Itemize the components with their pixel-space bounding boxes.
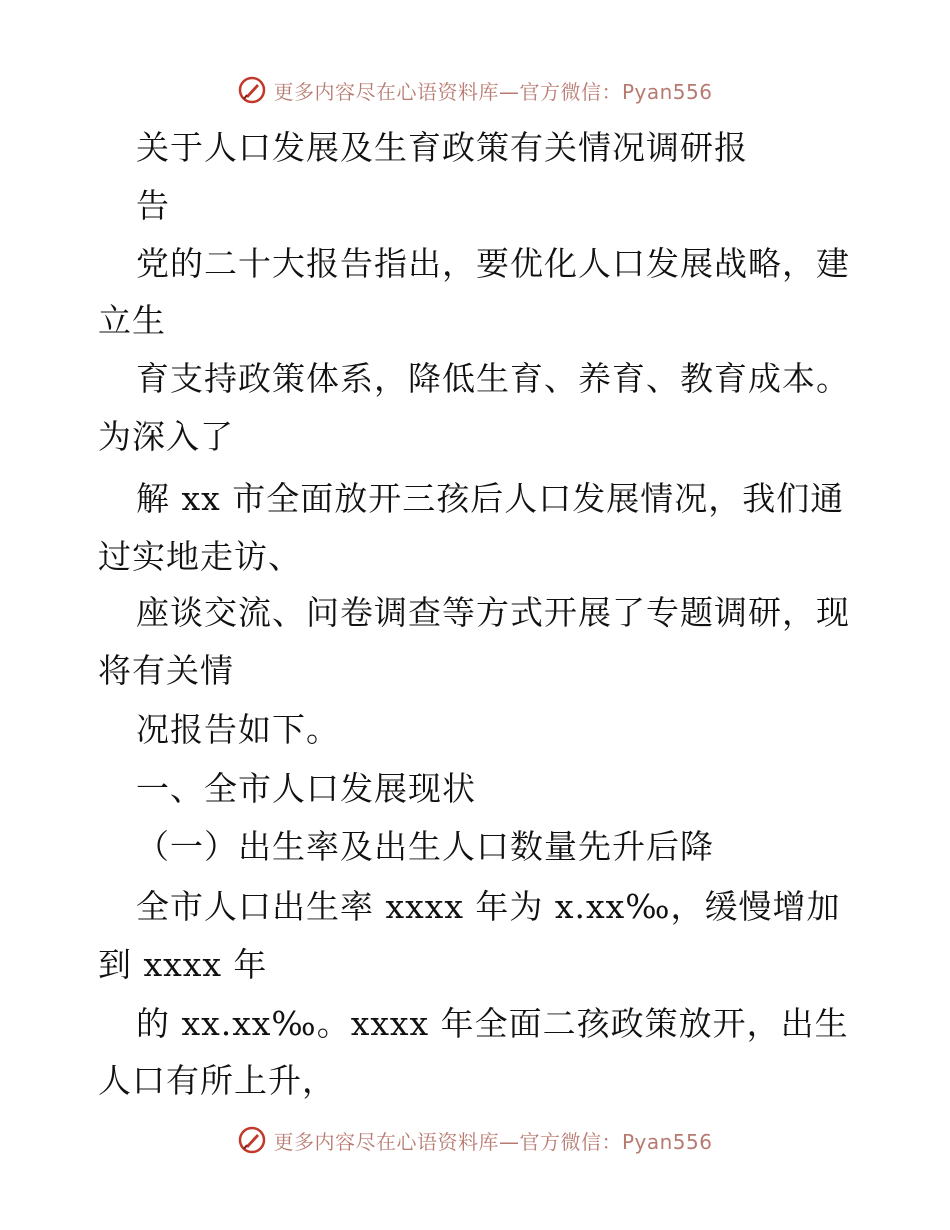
paragraph-line: 党的二十大报告指出，要优化人口发展战略，建 xyxy=(136,244,850,283)
paragraph-line: 的 xx.xx‰。xxxx 年全面二孩政策放开，出生 xyxy=(136,1004,849,1043)
section-heading: 一、全市人口发展现状 xyxy=(136,769,476,808)
paragraph-line: 为深入了 xyxy=(98,417,234,456)
paragraph-line: 过实地走访、 xyxy=(98,537,302,576)
footer-banner-text: 更多内容尽在心语资料库—官方微信：Pyan556 xyxy=(273,1129,713,1154)
document-title-line-1: 关于人口发展及生育政策有关情况调研报 xyxy=(136,128,748,167)
document-title-line-2: 告 xyxy=(136,186,170,225)
subsection-heading: （一）出生率及出生人口数量先升后降 xyxy=(136,827,714,866)
paragraph-line: 座谈交流、问卷调查等方式开展了专题调研，现 xyxy=(136,593,850,632)
paragraph-line: 况报告如下。 xyxy=(136,710,340,749)
paragraph-line: 育支持政策体系，降低生育、养育、教育成本。 xyxy=(136,359,850,398)
quill-logo-icon xyxy=(237,1125,267,1155)
paragraph-line: 到 xxxx 年 xyxy=(98,945,268,984)
paragraph-line: 立生 xyxy=(98,301,166,340)
footer-banner xyxy=(0,1120,950,1160)
paragraph-line: 人口有所上升， xyxy=(98,1061,336,1100)
paragraph-line: 全市人口出生率 xxxx 年为 x.xx‰，缓慢增加 xyxy=(136,887,841,926)
paragraph-line: 将有关情 xyxy=(98,651,234,690)
paragraph-line: 解 xx 市全面放开三孩后人口发展情况，我们通 xyxy=(136,479,845,518)
header-banner-text: 更多内容尽在心语资料库—官方微信：Pyan556 xyxy=(273,79,713,104)
